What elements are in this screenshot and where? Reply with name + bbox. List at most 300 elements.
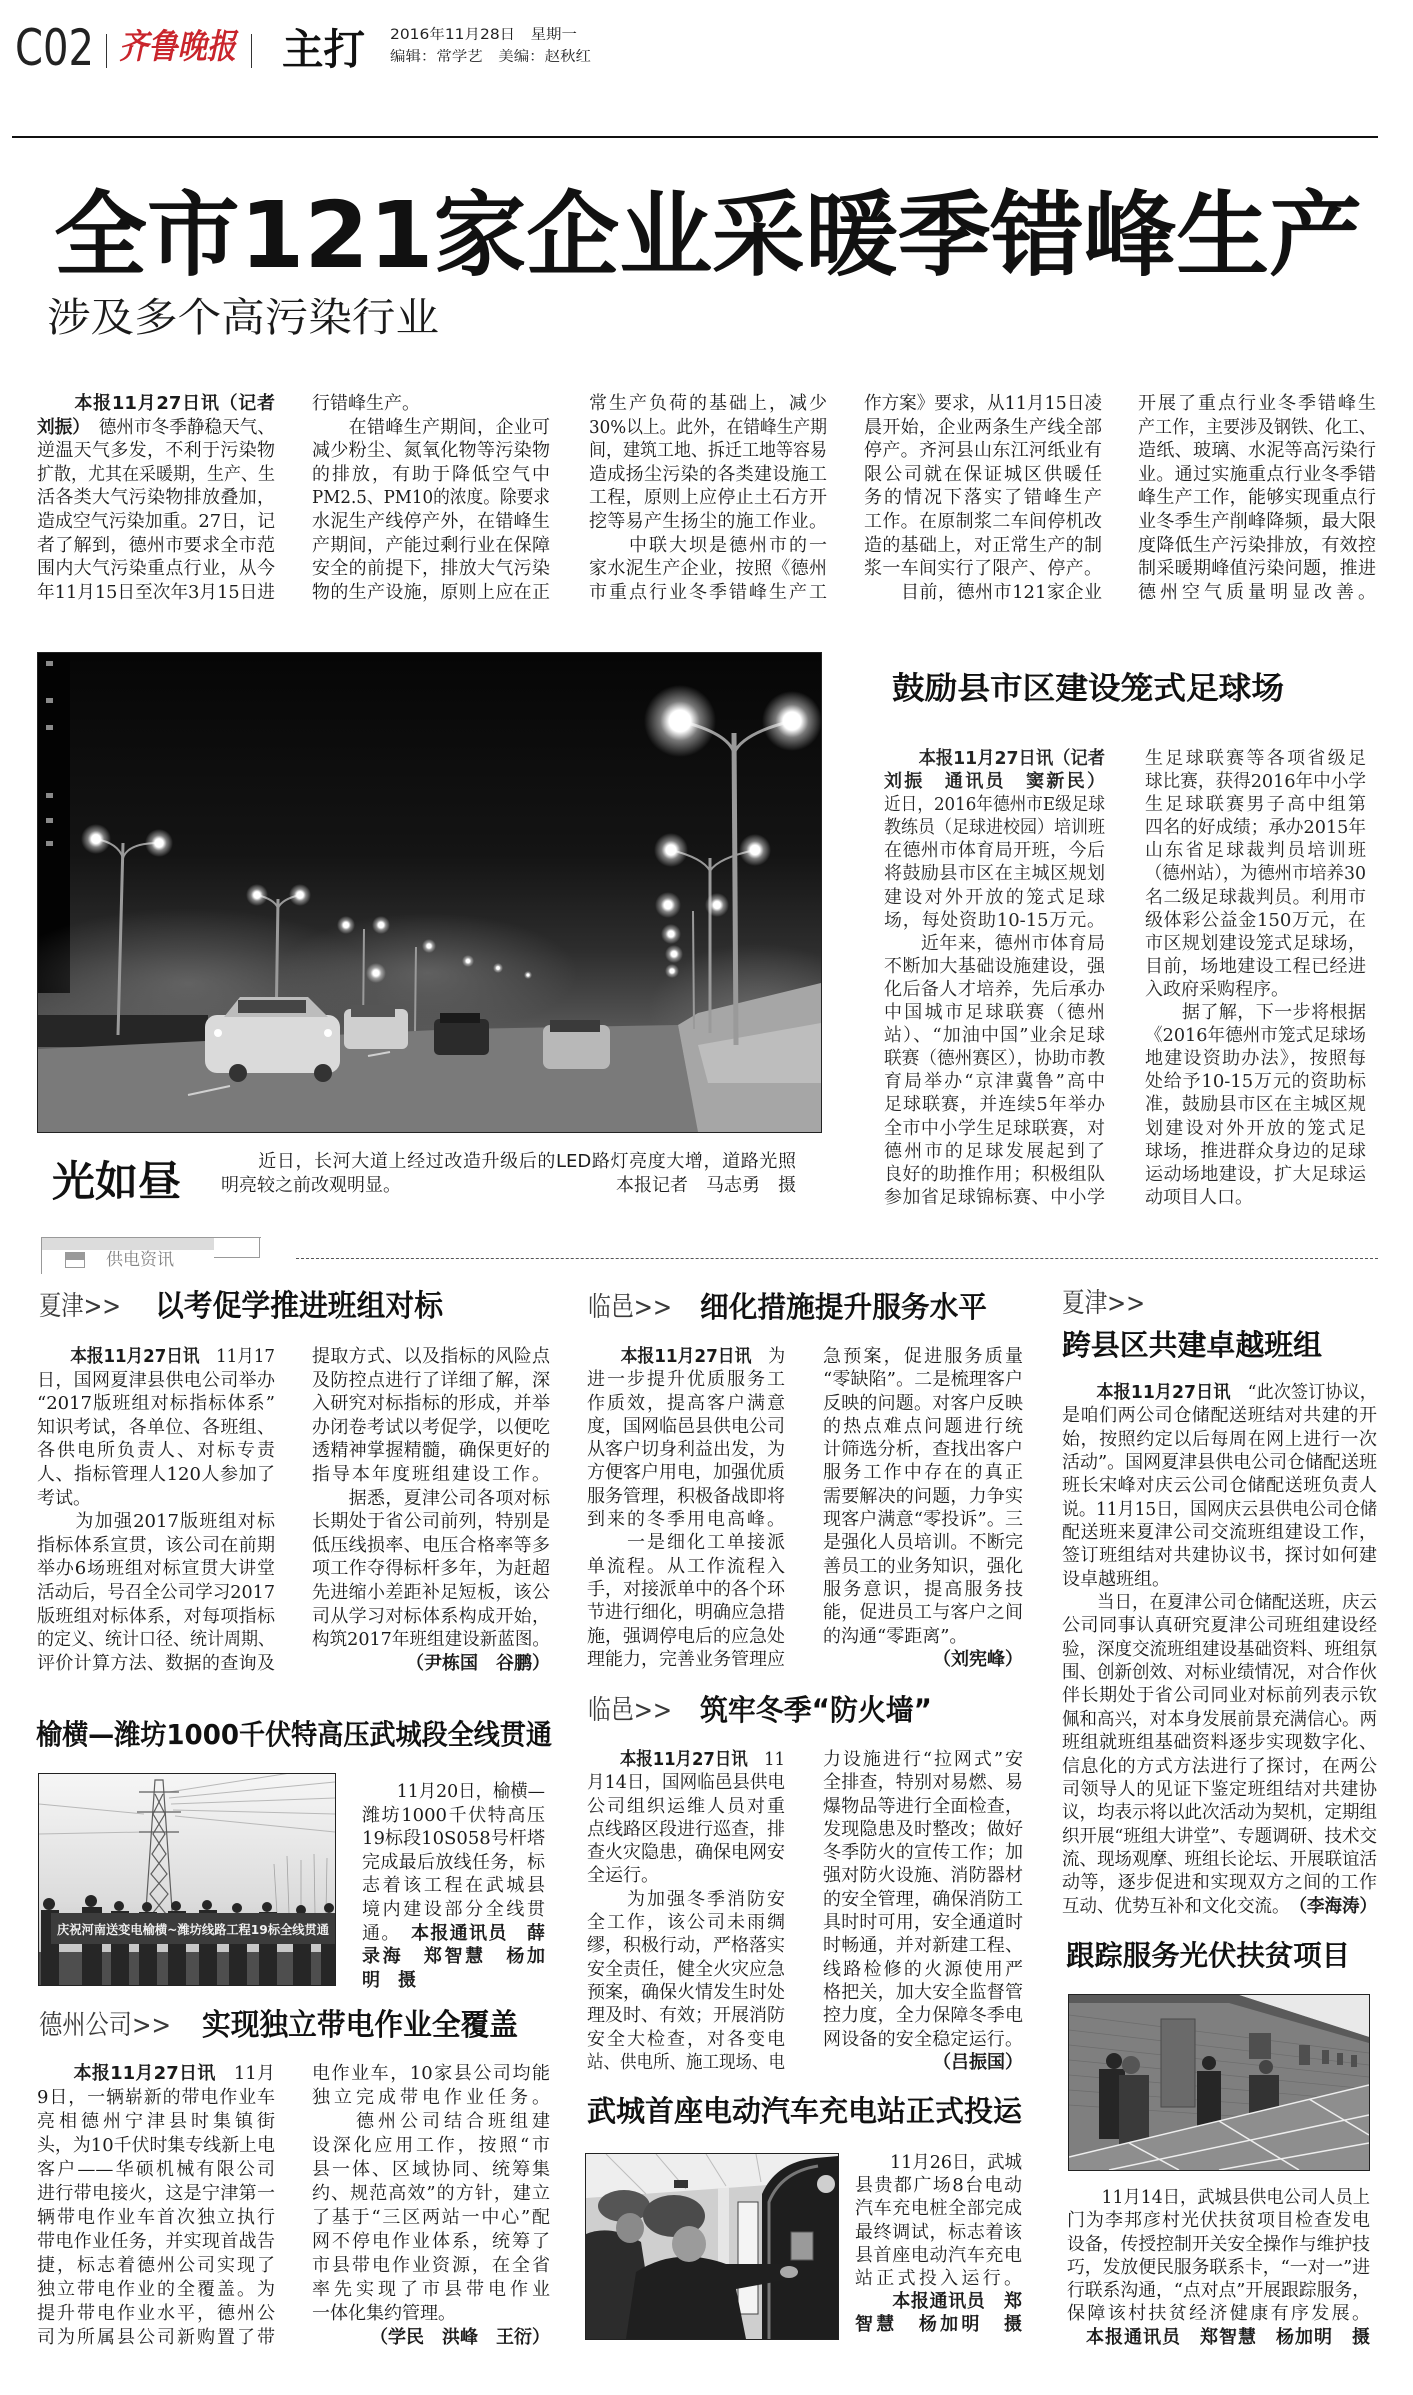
- text-line: 动项目人口。: [1145, 1186, 1253, 1208]
- region-label: 临邑>>: [588, 1695, 672, 1726]
- lead-headline: 全市121家企业采暖季错峰生产: [54, 182, 1362, 289]
- text-line: 逆温天气多发，不利于污染物: [37, 440, 275, 462]
- divider-frame-edge: [259, 1237, 260, 1257]
- text-line: 当日，在夏津公司仓储配送班，庆云: [1062, 1592, 1377, 1614]
- text-line: 联赛（德州赛区），协助市教: [884, 1048, 1105, 1070]
- text-line: 为加强冬季消防安: [587, 1888, 785, 1910]
- divider-frame-edge: [214, 1257, 260, 1258]
- text-line: 辆带电作业车首次独立执行: [37, 2207, 275, 2228]
- text-line: 参加省足球锦标赛、中小学: [884, 1186, 1105, 1208]
- text-line: 动等，逐步促进和实现双方之间的工作: [1062, 1872, 1377, 1894]
- text-line: 月14日，国网临邑县供电: [587, 1772, 785, 1794]
- text-line: 产工作，主要涉及钢铁、化工、: [1138, 416, 1376, 438]
- text-line: 目前，德州市121家企业: [864, 581, 1102, 603]
- text-line: 网不停电作业体系，统筹了: [312, 2231, 550, 2252]
- text-line: 11月14日，武城县供电公司人员上: [1067, 2187, 1370, 2208]
- text-line: 安全责任，健全火灾应急: [587, 1958, 785, 1980]
- text-line: 伴长期处于省公司同业对标前列表示钦: [1062, 1685, 1377, 1707]
- text-line: 智慧 杨加明 摄: [855, 2314, 1022, 2336]
- photo-caption-end: 明亮较之前改观明显。: [221, 1175, 401, 1196]
- text-line: 产期间，产能过剩行业在保障: [312, 534, 550, 556]
- text-line: 了基于“三区两站一中心”配: [312, 2207, 550, 2228]
- text-line: 方便客户用电，加强优质: [587, 1462, 785, 1484]
- text-line: 全工作，该公司未雨绸: [587, 1912, 785, 1934]
- text-line: 安全大检查，对各变电: [587, 2028, 785, 2050]
- story-headline: 跟踪服务光伏扶贫项目: [1066, 1939, 1350, 1972]
- story-headline: 细化措施提升服务水平: [700, 1290, 987, 1324]
- text-line: 考试。: [37, 1487, 91, 1509]
- text-line: 活动”。国网夏津县供电公司仓储配送班: [1062, 1452, 1377, 1474]
- text-line: 生足球联赛等各项省级足: [1145, 748, 1366, 769]
- text-line: 日，国网夏津县供电公司举办: [37, 1369, 275, 1391]
- text-line: 力设施进行“拉网式”安: [823, 1749, 1023, 1770]
- text-line: 客户——华硕机械有限公司: [37, 2159, 275, 2180]
- region-label: 德州公司>>: [39, 2010, 171, 2041]
- text-line: 水泥生产线停产外，在错峰生: [312, 510, 550, 532]
- text-line: 设备，传授控制开关安全操作与维护技: [1067, 2233, 1370, 2255]
- text-line: 准，鼓励县市区在主城区规: [1145, 1094, 1366, 1116]
- text-line: 足球联赛，并连续5年举办: [884, 1094, 1105, 1116]
- document-icon: [65, 1252, 85, 1268]
- text-line: 强对防火设施、消防器材: [823, 1865, 1023, 1887]
- page-number: C02: [15, 19, 94, 77]
- text-line: 造成扬尘污染的各类建设施工: [589, 463, 827, 485]
- text-line: 停产。齐河县山东江河纸业有: [864, 440, 1102, 462]
- text-line: 造成空气污染加重。27日，记: [37, 510, 275, 532]
- solar-panel-photo: [1068, 1994, 1370, 2171]
- text-line: 度，国网临邑县供电公司: [587, 1415, 785, 1437]
- text-line: 单流程。从工作流程入: [587, 1555, 785, 1577]
- lead-column-2: [312, 392, 550, 604]
- text-line: 门为李邦彦村光伏扶贫项目检查发电: [1067, 2210, 1370, 2232]
- text-line: 在错峰生产期间，企业可: [312, 416, 550, 438]
- text-line: 育局举办“京津冀鲁”高中: [884, 1071, 1105, 1093]
- text-line: 议，均表示将以此次活动为契机，定期组: [1062, 1802, 1377, 1824]
- newspaper-logo: 齐鲁晚报: [119, 27, 236, 67]
- banner-text: 庆祝河南送变电榆横~潍坊线路工程19标全线贯通: [57, 1922, 330, 1937]
- text-line: 通。 本报通讯员 薛: [362, 1922, 546, 1944]
- header-separator: [251, 34, 252, 68]
- text-line: 挖等易产生扬尘的施工作业。: [589, 510, 827, 532]
- text-line: 围内大气污染重点行业，从今: [37, 558, 275, 580]
- text-line: 具时时可用，安全通道时: [823, 1912, 1023, 1934]
- text-line: 头，为10千伏时集专线新上电: [37, 2135, 275, 2156]
- text-line: 透精神掌握精髓，确保更好的: [312, 1440, 550, 1462]
- text-line: 县首座电动汽车充电: [855, 2244, 1022, 2266]
- text-line: 缪，积极行动，严格落实: [587, 1935, 785, 1957]
- text-line: 进行带电接火，这是宁津第一: [37, 2183, 275, 2204]
- text-line: 境内建设部分全线贯: [362, 1898, 545, 1920]
- text-line: 最终调试，标志着该: [855, 2221, 1022, 2243]
- text-line: 11月26日，武城: [855, 2152, 1022, 2173]
- text-line: 本报通讯员 郑: [855, 2291, 1022, 2313]
- text-line: 晨开始，企业两条生产线全部: [864, 416, 1102, 438]
- text-line: 保障该村扶贫经济健康有序发展。: [1067, 2303, 1370, 2325]
- text-line: 长期处于省公司前列，特别是: [312, 1511, 550, 1533]
- text-line: 的定义、统计口径、统计周期、: [37, 1629, 275, 1651]
- text-line: 全市中小学生足球联赛，对: [884, 1117, 1105, 1139]
- photo-caption-end-row: [221, 1174, 796, 1198]
- text-line: 带电作业任务，并实现首战告: [37, 2231, 275, 2252]
- football-column-2: [1145, 747, 1366, 1209]
- issue-date: 2016年11月28日 星期一: [390, 27, 577, 43]
- story-column-1: [37, 2062, 275, 2350]
- text-line: 德州空气质量明显改善。: [1138, 581, 1376, 603]
- text-line: 电作业车，10家县公司均能: [312, 2063, 550, 2084]
- text-line: 急预案，促进服务质量: [823, 1346, 1023, 1367]
- text-line: 行联系沟通，“点对点”开展跟踪服务，: [1067, 2280, 1370, 2302]
- text-line: 各供电所负责人、对标专责: [37, 1440, 275, 1462]
- text-line: 知识考试，各单位、各班组、: [37, 1416, 275, 1438]
- text-line: 入研究对标指标的形成，并举: [312, 1393, 550, 1415]
- text-line: 本报通讯员 郑智慧 杨加明 摄: [1067, 2326, 1370, 2348]
- text-line: 指导本年度班组建设工作。: [312, 1463, 550, 1485]
- text-line: “2017版班组对标指标体系”: [37, 1393, 275, 1415]
- text-line: 站、供电所、施工现场、电: [587, 2051, 785, 2073]
- text-line: PM2.5、PM10的浓度。除要求: [312, 487, 550, 509]
- text-line: 建设对外开放的笼式足球: [884, 886, 1105, 908]
- text-line: 项工作夺得标杆多年，为赶超: [312, 1558, 550, 1580]
- text-line: 本报11月27日讯 11月: [37, 2063, 275, 2084]
- text-line: 常生产负荷的基础上，减少: [589, 393, 827, 414]
- text-line: 是强化人员培训。不断完: [823, 1532, 1023, 1554]
- text-line: 减少粉尘、氮氧化物等污染物: [312, 440, 550, 462]
- text-line: 德州市的足球发展起到了: [884, 1140, 1105, 1162]
- text-line: 据悉，夏津公司各项对标: [312, 1487, 550, 1509]
- text-line: 本报11月27日讯 “此次签订协议，: [1062, 1382, 1377, 1403]
- text-line: 扩散，尤其在采暖期，生产、生: [37, 463, 275, 485]
- text-line: 现客户满意“零投诉”。三: [823, 1509, 1023, 1531]
- text-line: （德州站），为德州市培养30: [1145, 863, 1366, 885]
- text-line: 入政府采购程序。: [1145, 978, 1289, 1000]
- text-line: 浆一车间实行了限产、停产。: [864, 558, 1102, 580]
- text-line: 司从学习对标体系构成开始，: [312, 1605, 550, 1627]
- byline: （学民 洪峰 王衍）: [370, 2327, 550, 2348]
- text-line: 的沟通“零距离”。: [823, 1625, 968, 1647]
- text-line: 冬季防火的宣传工作；加: [823, 1842, 1023, 1864]
- charging-station-photo: [585, 2153, 839, 2340]
- text-line: 人、指标管理人120人参加了: [37, 1463, 275, 1485]
- text-line: 理能力，完善业务管理应: [587, 1648, 785, 1670]
- text-line: 线路检修的火源使用严: [823, 1958, 1023, 1980]
- text-line: 业冬季生产削峰降频，最大限: [1138, 510, 1376, 532]
- text-line: 工作。在原制浆二车间停机改: [864, 510, 1102, 532]
- text-line: 善员工的业务知识，强化: [823, 1555, 1023, 1577]
- text-line: 良好的助推作用；积极组队: [884, 1163, 1105, 1185]
- text-line: 四名的好成绩；承办2015年: [1145, 817, 1366, 839]
- text-line: 一体化集约管理。: [312, 2303, 456, 2324]
- text-line: 服务管理，积极备战即将: [587, 1485, 785, 1507]
- text-line: 亮相德州宁津县时集镇街: [37, 2111, 275, 2132]
- text-line: 班长宋峰对庆云公司仓储配送班负责人: [1062, 1475, 1377, 1497]
- text-line: 查火灾隐患，确保电网安: [587, 1842, 785, 1864]
- photo-caption: [1067, 2186, 1370, 2349]
- text-line: 本报11月27日讯（记者: [37, 393, 275, 414]
- text-line: 格把关，加大安全监督管: [823, 1981, 1023, 2003]
- text-line: 班组就班组基础资料逐步实现数字化、: [1062, 1732, 1377, 1754]
- text-line: 预案，确保火情发生时处: [587, 1981, 785, 2003]
- text-line: 作方案》要求，从11月15日凌: [864, 393, 1102, 414]
- text-line: 市县带电作业资源，在全省: [312, 2255, 550, 2276]
- text-line: 指标体系宣贯，该公司在前期: [37, 1534, 275, 1556]
- region-label: 夏津>>: [1062, 1288, 1145, 1319]
- text-line: 佩和高兴，对本身发展前景充满信心。两: [1062, 1708, 1377, 1730]
- text-line: 汽车充电桩全部完成: [855, 2198, 1022, 2220]
- text-line: 近日，2016年德州市E级足球: [884, 794, 1105, 816]
- text-line: 发现隐患及时整改；做好: [823, 1818, 1023, 1840]
- text-line: 间，建筑工地、拆迁工地等容易: [589, 440, 827, 462]
- header-separator: [106, 34, 107, 68]
- text-line: 造纸、玻璃、水泥等高污染行: [1138, 440, 1376, 462]
- text-line: 30%以上。此外，在错峰生产期: [589, 416, 827, 438]
- text-line: 先进缩小差距补足短板，该公: [312, 1581, 550, 1603]
- text-line: 理及时、有效；开展消防: [587, 2005, 785, 2027]
- text-line: 教练员（足球进校园）培训班: [884, 817, 1105, 839]
- text-line: 目前，场地建设工程已经进: [1145, 955, 1366, 977]
- text-line: 独立带电作业的全覆盖。为: [37, 2279, 275, 2300]
- text-line: 爆物品等进行全面检查，: [823, 1795, 1023, 1817]
- story-column-2: [823, 1748, 1023, 2074]
- text-line: 流、现场观摩、班组长论坛、开展联谊活: [1062, 1848, 1377, 1870]
- text-line: 级体彩公益金150万元，在: [1145, 909, 1366, 931]
- text-line: 峰生产工作，能够实现重点行: [1138, 487, 1376, 509]
- text-line: 反映的问题。对客户反映: [823, 1392, 1023, 1414]
- text-line: 需要解决的问题，力争实: [823, 1485, 1023, 1507]
- text-line: 9日，一辆崭新的带电作业车: [37, 2087, 275, 2108]
- photo-credit: 本报记者 马志勇 摄: [616, 1175, 796, 1196]
- text-line: 举办6场班组对标宣贯大讲堂: [37, 1558, 275, 1580]
- text-line: 度降低生产污染排放，有效控: [1138, 534, 1376, 556]
- text-line: 低压线损率、电压合格率等多: [312, 1534, 550, 1556]
- story-column-1: [587, 1748, 785, 2074]
- text-line: 潍坊1000千伏特高压: [362, 1804, 545, 1826]
- text-line: 公司组织运维人员对重: [587, 1795, 785, 1817]
- text-line: 球比赛，获得2016年中小学: [1145, 771, 1366, 793]
- lead-column-1: [37, 392, 275, 604]
- text-line: 地建设资助办法》，按照每: [1145, 1048, 1366, 1070]
- text-line: 制采暖期峰值污染问题，推进: [1138, 558, 1376, 580]
- lead-column-3: [589, 392, 827, 604]
- text-line: 设深化应用工作，按照“市: [312, 2135, 550, 2156]
- text-line: 本报11月27日讯 为: [587, 1346, 785, 1367]
- power-tower-photo: [38, 1773, 336, 1986]
- text-line: 志着该工程在武城县: [362, 1875, 545, 1897]
- text-line: 说。11月15日，国网庆云县供电公司仓储: [1062, 1498, 1377, 1520]
- text-line: 不断加大基础设施建设，强: [884, 955, 1105, 977]
- byline: （吕振国）: [933, 2051, 1023, 2073]
- text-line: 设卓越班组。: [1062, 1568, 1170, 1590]
- text-line: 司为所属县公司新购置了带: [37, 2327, 275, 2348]
- text-line: 据了解，下一步将根据: [1145, 1002, 1366, 1024]
- text-line: 务的情况下落实了错峰生产: [864, 487, 1102, 509]
- text-line: 率先实现了市县带电作业: [312, 2279, 550, 2300]
- text-line: 手，对接派单中的各个环: [587, 1578, 785, 1600]
- photo-caption: [221, 1150, 796, 1174]
- lead-subheadline: 涉及多个高污染行业: [47, 295, 439, 341]
- photo-feature-title: 光如昼: [52, 1157, 181, 1206]
- divider-label: 供电资讯: [106, 1250, 174, 1270]
- text-line: 11月20日，榆横—: [362, 1781, 545, 1802]
- text-line: 施，强调停电后的应急处: [587, 1625, 785, 1647]
- text-line: 全排查，特别对易燃、易: [823, 1772, 1023, 1794]
- text-line: 近日，长河大道上经过改造升级后的LED路灯亮度大增，道路光照: [221, 1151, 796, 1172]
- story-headline: 筑牢冬季“防火墙”: [700, 1693, 932, 1727]
- text-line: 开展了重点行业冬季错峰生: [1138, 393, 1376, 414]
- text-line: 控力度，全力保障冬季电: [823, 2005, 1023, 2027]
- text-line: 本报11月27日讯 11: [587, 1749, 785, 1770]
- text-line: 巧，发放便民服务联系卡，“一对一”进: [1067, 2256, 1370, 2278]
- text-line: 将鼓励县市区在主城区规划: [884, 863, 1105, 885]
- text-line: 限公司就在保证城区供暖任: [864, 463, 1102, 485]
- text-line: 服务工作中存在的真正: [823, 1462, 1023, 1484]
- text-line: 活各类大气污染物排放叠加，: [37, 487, 275, 509]
- text-line: 工程，原则上应停止土石方开: [589, 487, 827, 509]
- text-line: 物的生产设施，原则上应在正: [312, 581, 550, 603]
- story-headline: 跨县区共建卓越班组: [1062, 1328, 1322, 1362]
- text-line: 互动、优势互补和文化交流。 （李海涛）: [1062, 1895, 1377, 1917]
- story-column-2: [823, 1345, 1023, 1671]
- text-line: 作质效，提高客户满意: [587, 1392, 785, 1414]
- divider-bar: [42, 1238, 214, 1250]
- text-line: 评价计算方法、数据的查询及: [37, 1652, 275, 1674]
- text-line: 县贵都广场8台电动: [855, 2175, 1022, 2197]
- text-line: 活动后，号召全公司学习2017: [37, 1581, 275, 1603]
- text-line: 《2016年德州市笼式足球场: [1145, 1025, 1366, 1047]
- text-line: 业。通过实施重点行业冬季错: [1138, 463, 1376, 485]
- text-line: 是咱们两公司仓储配送班结对共建的开: [1062, 1405, 1377, 1427]
- text-line: 行错峰生产。: [312, 393, 420, 414]
- text-line: 司领导人的见证下鉴定班组结对共建协: [1062, 1778, 1377, 1800]
- text-line: 独立完成带电作业任务。: [312, 2087, 550, 2108]
- text-line: 近年来，德州市体育局: [884, 932, 1105, 954]
- text-line: 市重点行业冬季错峰生产工: [589, 581, 827, 603]
- text-line: 全运行。: [587, 1865, 659, 1887]
- text-line: 服务意识，提高服务技: [823, 1578, 1023, 1600]
- text-line: 本报11月27日讯 11月17: [37, 1346, 275, 1367]
- story-column-1: [37, 1345, 275, 1675]
- text-line: 提升带电作业水平，德州公: [37, 2303, 275, 2324]
- text-line: 完成最后放线任务，标: [362, 1851, 545, 1873]
- story-column-2: [312, 2062, 550, 2350]
- text-line: 县一体、区域协同、统筹集: [312, 2159, 550, 2180]
- text-line: 构筑2017年班组建设新蓝图。: [312, 1629, 550, 1651]
- text-line: 始，按照约定以后每周在网上进行一次: [1062, 1428, 1377, 1450]
- text-line: 织开展“班组大讲堂”、专题调研、技术交: [1062, 1825, 1377, 1847]
- text-line: 安全的前提下，排放大气污染: [312, 558, 550, 580]
- text-line: 的安全管理，确保消防工: [823, 1888, 1023, 1910]
- text-line: 一是细化工单接派: [587, 1532, 785, 1554]
- text-line: 划建设对外开放的笼式足: [1145, 1117, 1366, 1139]
- text-line: 到来的冬季用电高峰。: [587, 1509, 785, 1531]
- text-line: 版班组对标体系，对每项指标: [37, 1605, 275, 1627]
- divider-dashed-line: [296, 1258, 1378, 1259]
- story-body: [1062, 1381, 1377, 1918]
- text-line: 在德州市体育局开班，今后: [884, 840, 1105, 862]
- header-rule: [12, 136, 1378, 138]
- text-line: 录海 郑智慧 杨加: [362, 1946, 545, 1968]
- text-line: 中国城市足球联赛（德州: [884, 1002, 1105, 1024]
- text-line: 场，每处资助10-15万元。: [884, 909, 1105, 931]
- text-line: 时畅通，并对新建工程、: [823, 1935, 1023, 1957]
- text-line: 19标段10S058号杆塔: [362, 1828, 545, 1850]
- text-line: 配送班来夏津公司交流班组建设工作，: [1062, 1522, 1377, 1544]
- editors-credit: 编辑：常学艺 美编：赵秋红: [390, 49, 591, 65]
- text-line: 进一步提升优质服务工: [587, 1369, 785, 1391]
- text-line: 节进行细化，明确应急措: [587, 1602, 785, 1624]
- text-line: 约、规范高效”的方针，建立: [312, 2183, 550, 2204]
- text-line: 计筛选分析，查找出客户: [823, 1439, 1023, 1461]
- text-line: 的排放，有助于降低空气中: [312, 463, 550, 485]
- football-column-1: [884, 747, 1105, 1209]
- byline: （尹栋国 谷鹏）: [406, 1652, 550, 1674]
- story-headline: 武城首座电动汽车充电站正式投运: [587, 2094, 1022, 2128]
- text-line: 网设备的安全稳定运行。: [823, 2028, 1023, 2050]
- text-line: 者了解到，德州市要求全市范: [37, 534, 275, 556]
- door: [1161, 2019, 1195, 2107]
- football-headline: 鼓励县市区建设笼式足球场: [892, 671, 1284, 707]
- text-line: 从客户切身利益出发，为: [587, 1439, 785, 1461]
- story-headline: 以考促学推进班组对标: [155, 1289, 443, 1324]
- text-line: 本报11月27日讯（记者: [884, 748, 1105, 769]
- text-line: 年11月15日至次年3月15日进: [37, 581, 275, 603]
- text-line: 签订班组结对共建协议书，探讨如何建: [1062, 1545, 1377, 1567]
- region-label: 临邑>>: [588, 1292, 672, 1323]
- story-column-2: [312, 1345, 550, 1675]
- lead-column-5: [1138, 392, 1376, 604]
- photo-caption: [362, 1780, 545, 1992]
- text-line: 家水泥生产企业，按照《德州: [589, 558, 827, 580]
- text-line: 刘振） 德州市冬季静稳天气、: [37, 416, 276, 438]
- text-line: 点线路区段进行巡查，排: [587, 1818, 785, 1840]
- text-line: 德州公司结合班组建: [312, 2111, 550, 2132]
- text-line: 处给予10-15万元的资助标: [1145, 1071, 1366, 1093]
- street-light-photo: [37, 652, 822, 1133]
- story-headline: 实现独立带电作业全覆盖: [202, 2008, 518, 2043]
- text-line: 办闭卷考试以考促学，以便吃: [312, 1416, 550, 1438]
- text-line: 围、创新创效、对标业绩情况，对合作伙: [1062, 1662, 1377, 1684]
- text-line: 信息化的方式方法进行了探讨，在两公: [1062, 1755, 1377, 1777]
- text-line: 及防控点进行了详细了解，深: [312, 1369, 550, 1391]
- text-line: 能，促进员工与客户之间: [823, 1602, 1023, 1624]
- text-line: “零缺陷”。二是梳理客户: [823, 1369, 1023, 1391]
- section-name: 主打: [282, 25, 365, 74]
- region-label: 夏津>>: [39, 1291, 121, 1322]
- text-line: 化后备人才培养，先后承办: [884, 978, 1105, 1000]
- text-line: 站）、“加油中国”业余足球: [884, 1025, 1105, 1047]
- text-line: 中联大坝是德州市的一: [589, 534, 827, 556]
- text-line: 球场，推进群众身边的足球: [1145, 1140, 1366, 1162]
- lead-column-4: [864, 392, 1102, 604]
- text-line: 站正式投入运行。: [855, 2267, 1022, 2289]
- text-line: 生足球联赛男子高中组第: [1145, 794, 1366, 816]
- text-line: 捷，标志着德州公司实现了: [37, 2255, 275, 2276]
- story-headline: 榆横—潍坊1000千伏特高压武城段全线贯通: [36, 1718, 552, 1751]
- photo-caption: [855, 2151, 1022, 2337]
- text-line: 造的基础上，对正常生产的制: [864, 534, 1102, 556]
- byline: （刘宪峰）: [933, 1648, 1023, 1670]
- text-line: 为加强2017版班组对标: [37, 1511, 275, 1533]
- text-line: 的热点难点问题进行统: [823, 1415, 1023, 1437]
- text-line: 名二级足球裁判员。利用市: [1145, 886, 1366, 908]
- text-line: 山东省足球裁判员培训班: [1145, 840, 1366, 862]
- text-line: 明 摄: [362, 1969, 416, 1991]
- text-line: 提取方式、以及指标的风险点: [312, 1346, 550, 1367]
- text-line: 公司同事认真研究夏津公司班组建设经: [1062, 1615, 1377, 1637]
- text-line: 刘振 通讯员 窦新民）: [884, 771, 1105, 793]
- text-line: 运动场地建设，扩大足球运: [1145, 1163, 1366, 1185]
- text-line: 市区规划建设笼式足球场，: [1145, 932, 1366, 954]
- story-column-1: [587, 1345, 785, 1671]
